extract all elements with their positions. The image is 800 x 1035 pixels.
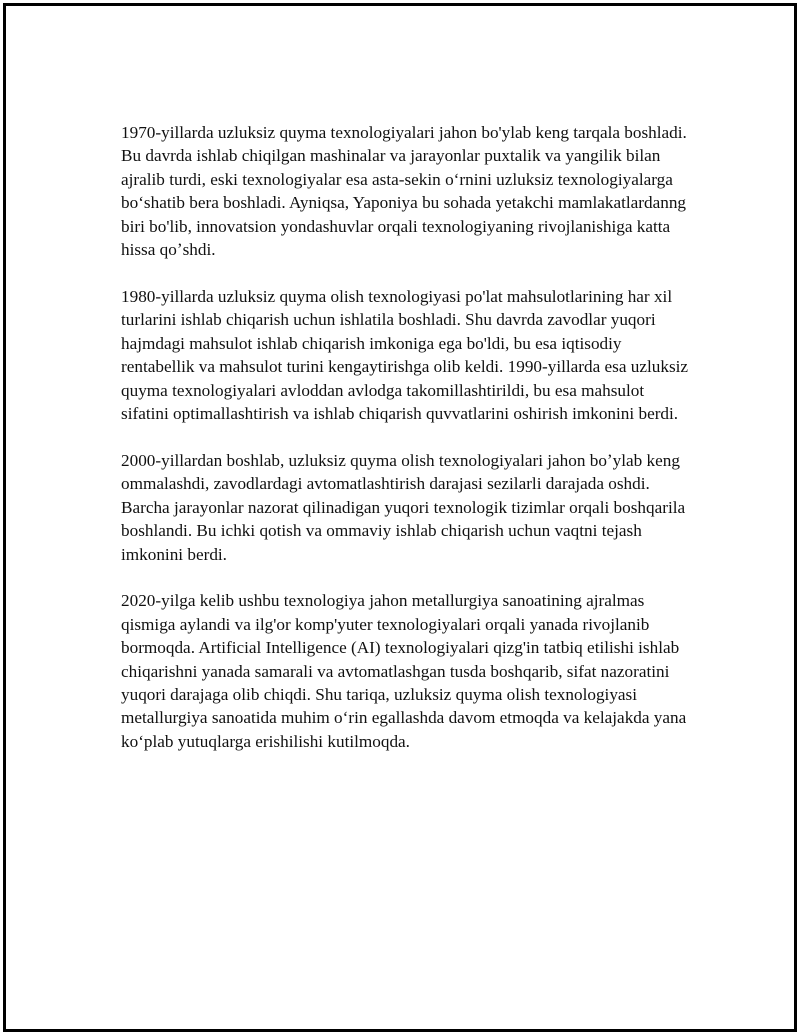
paragraph-2000s: 2000-yillardan boshlab, uzluksiz quyma olish texnologiyalari jahon boʼylab keng ommalashdi, zavodlardagi avtomatlashtirish darajasi sezilarli darajada oshdi. Barcha jarayonlar nazorat qilinadigan yuqori texnologik tizimlar orqali boshqarila boshlandi. Bu ichki qotish va ommaviy ishlab chiqarish uchun vaqtni tejash imkonini berdi. (121, 450, 686, 564)
paragraph-1970s: 1970-yillarda uzluksiz quyma texnologiyalari jahon bo'ylab keng tarqala boshladi. Bu davrda ishlab chiqilgan mashinalar va jarayonlar puxtalik va yangilik bilan ajralib turdi, eski texnologiyalar esa asta-sekin oʻrnini uzluksiz texnologiyalarga boʻshatib bera boshladi. Ayniqsa, Yaponiya bu sohada yetakchi mamlakatlardanng biri bo'lib, innovatsion yondashuvlar orqali texnologiyaning rivojlanishiga katta hissa qoʼshdi. (121, 123, 687, 260)
paragraph-2020s: 2020-yilga kelib ushbu texnologiya jahon metallurgiya sanoatining ajralmas qismiga aylandi va ilg'or komp'yuter texnologiyalari orqali yanada rivojlanib bormoqda. Artificial Intelligence (AI) texnologiyalari qizg'in tatbiq etilishi ishlab chiqarishni yanada samarali va avtomatlashgan tusda boshqarib, sifat nazoratini yuqori darajaga olib chiqdi. Shu tariqa, uzluksiz quyma olish texnologiyasi metallurgiya sanoatida muhim oʻrin egallashda davom etmoqda va kelajakda yana koʻplab yutuqlarga erishilishi kutilmoqda. (121, 591, 687, 751)
paragraph-1980s-1990s: 1980-yillarda uzluksiz quyma olish texnologiyasi po'lat mahsulotlarining har xil turlarini ishlab chiqarish uchun ishlatila boshladi. Shu davrda zavodlar yuqori hajmdagi mahsulot ishlab chiqarish imkoniga ega bo'ldi, bu esa iqtisodiy rentabellik va mahsulot turini kengaytirishga olib keldi. 1990-yillarda esa uzluksiz quyma texnologiyalari avloddan avlodga takomillashtirildi, bu esa mahsulot sifatini optimallashtirish va ishlab chiqarish quvvatlarini oshirish imkonini berdi. (121, 286, 689, 423)
document-body (121, 121, 696, 777)
page-border-frame (3, 3, 797, 1032)
